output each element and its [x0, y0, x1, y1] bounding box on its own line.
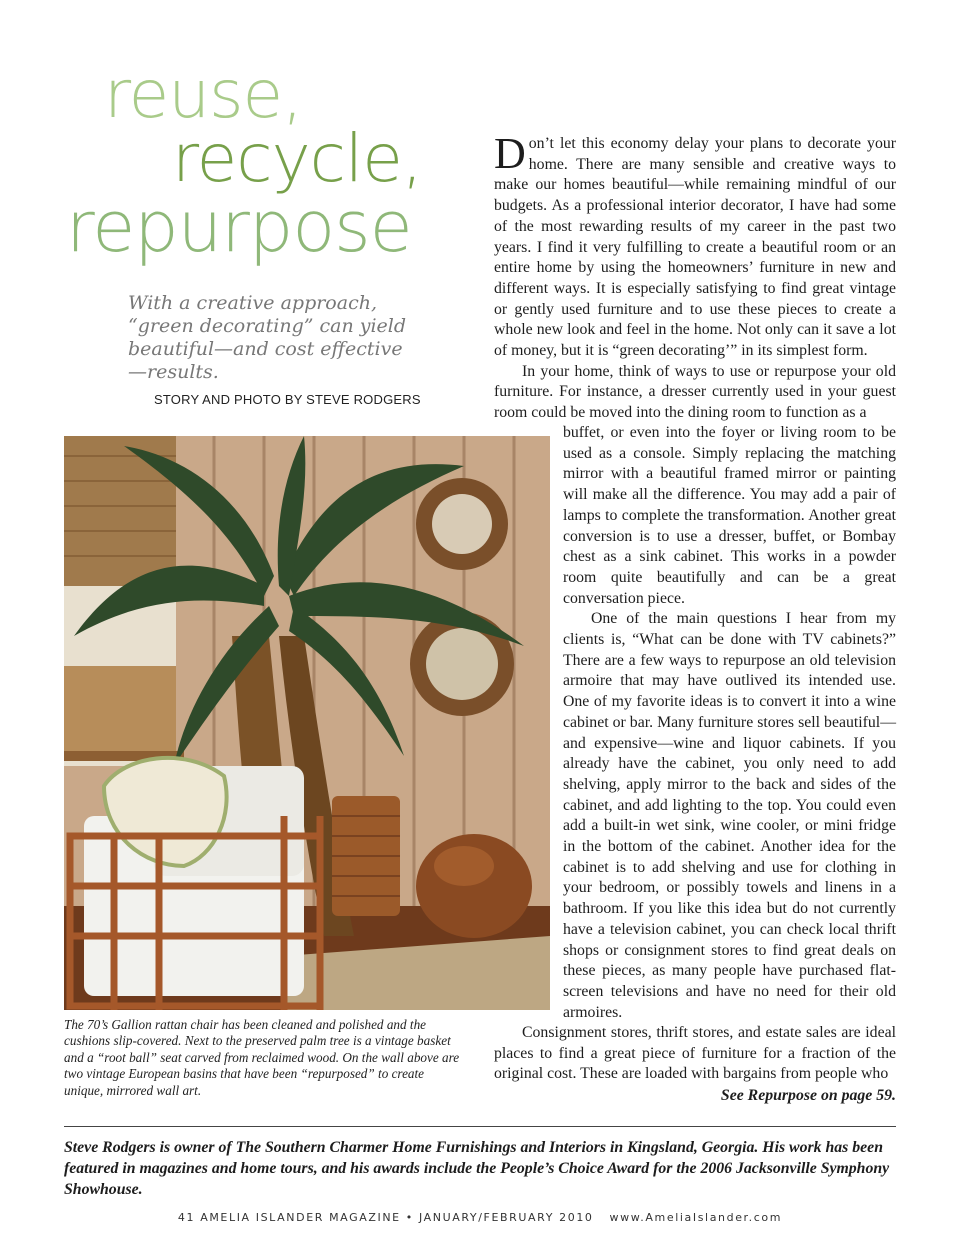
subhead: With a creative approach, “green decorating” can yield beautiful—and cost effective—results.	[128, 292, 407, 383]
article-column-narrow	[563, 423, 896, 1023]
article-column-bottom	[494, 1023, 896, 1085]
page-footer	[0, 1211, 960, 1224]
byline: STORY AND PHOTO BY STEVE RODGERS	[154, 392, 421, 407]
article-column-top	[494, 129, 896, 424]
paragraph-3: One of the main questions I hear from my clients is, “What can be done with TV cabinets?” There are a few ways to repurpose an old television armoire that may have outlived its intended use. One of my favorite ideas is to convert it into a wine cabinet or bar. Many furniture stores sell beautiful—and expensive—wine and liquor cabinets. If you already have the cabinet, you only need to add shelving, apply mirror to the back and sides of the cabinet, and add lighting to the top. You could even add a built-in wet sink, wine cooler, or mini fridge in the bottom of the cabinet. Another idea for the cabinet is to add shelving and use for clothing in your bedroom, or possibly towels and linens in a bathroom. If you like this idea but do not currently have a television cabinet, you can check local thrift shops or consignment stores to find great deals on these pieces, as many people have purchased flat-screen televisions and have no need for their old armoires.	[563, 610, 896, 1021]
headline-line-2: recycle,	[172, 120, 422, 197]
photo-caption: The 70’s Gallion rattan chair has been cleaned and polished and the cushions slip-covered. Next to the preserved palm tree is a vintage basket and a “root ball” seat carved from reclaimed wood. On the wall above are two vintage European basins that have been “repurposed” to create unique, mirrored wall art.	[64, 1017, 460, 1098]
footer-page-info: 41 AMELIA ISLANDER MAGAZINE • JANUARY/FEBRUARY 2010	[177, 1211, 594, 1224]
living-room-photo	[64, 436, 550, 1010]
paragraph-2-start: In your home, think of ways to use or repurpose your old furniture. For instance, a dresser currently used in your guest room could be moved into the dining room to function as a	[494, 362, 896, 422]
paragraph-1-text: on’t let this economy delay your plans to decorate your home. There are many sensible and creative ways to make our homes beautiful—while remaining mindful of our budgets. As a professional interior decorator, I have had some of the most rewarding results of my career in the past two years. I find it very fulfilling to create a beautiful room or an entire home by using the homeowners’ furniture in new and different ways. It is especially satisfying to find great vintage or gently used furniture and to use these pieces to create a whole new look and feel in the home. Not only can it save a lot of money, but it is “green decorating’” in its simplest form.	[494, 135, 896, 360]
paragraph-4: Consignment stores, thrift stores, and estate sales are ideal places to find a great piece of furniture for a fraction of the original cost. These are loaded with bargains from people who	[494, 1024, 896, 1083]
footer-url[interactable]: www.AmeliaIslander.com	[609, 1211, 783, 1224]
paragraph-2-continued: buffet, or even into the foyer or living room to be used as a console. Simply replacing the matching mirror with a beautiful framed mirror or painting will make all the difference. You may add a pair of lamps to complete the transformation. Another great conversion is to use a dresser, buffet, or Bombay chest as a sink cabinet. This works in a powder room quite beautifully and can be a great conversation piece.	[563, 424, 896, 607]
headline-line-3: repurpose	[66, 186, 412, 268]
article-photo	[64, 436, 550, 1010]
author-bio: Steve Rodgers is owner of The Southern Charmer Home Furnishings and Interiors in Kingsland, Georgia. His work has been featured in magazines and home tours, and his awards include the People’s Choice Award for the 2006 Jacksonville Symphony Showhouse.	[64, 1139, 890, 1198]
headline-line-1: reuse,	[104, 56, 303, 133]
drop-cap: D	[494, 129, 526, 178]
paragraph-1	[494, 129, 896, 362]
continued-link[interactable]: See Repurpose on page 59.	[720, 1087, 896, 1104]
divider-rule	[64, 1126, 896, 1127]
